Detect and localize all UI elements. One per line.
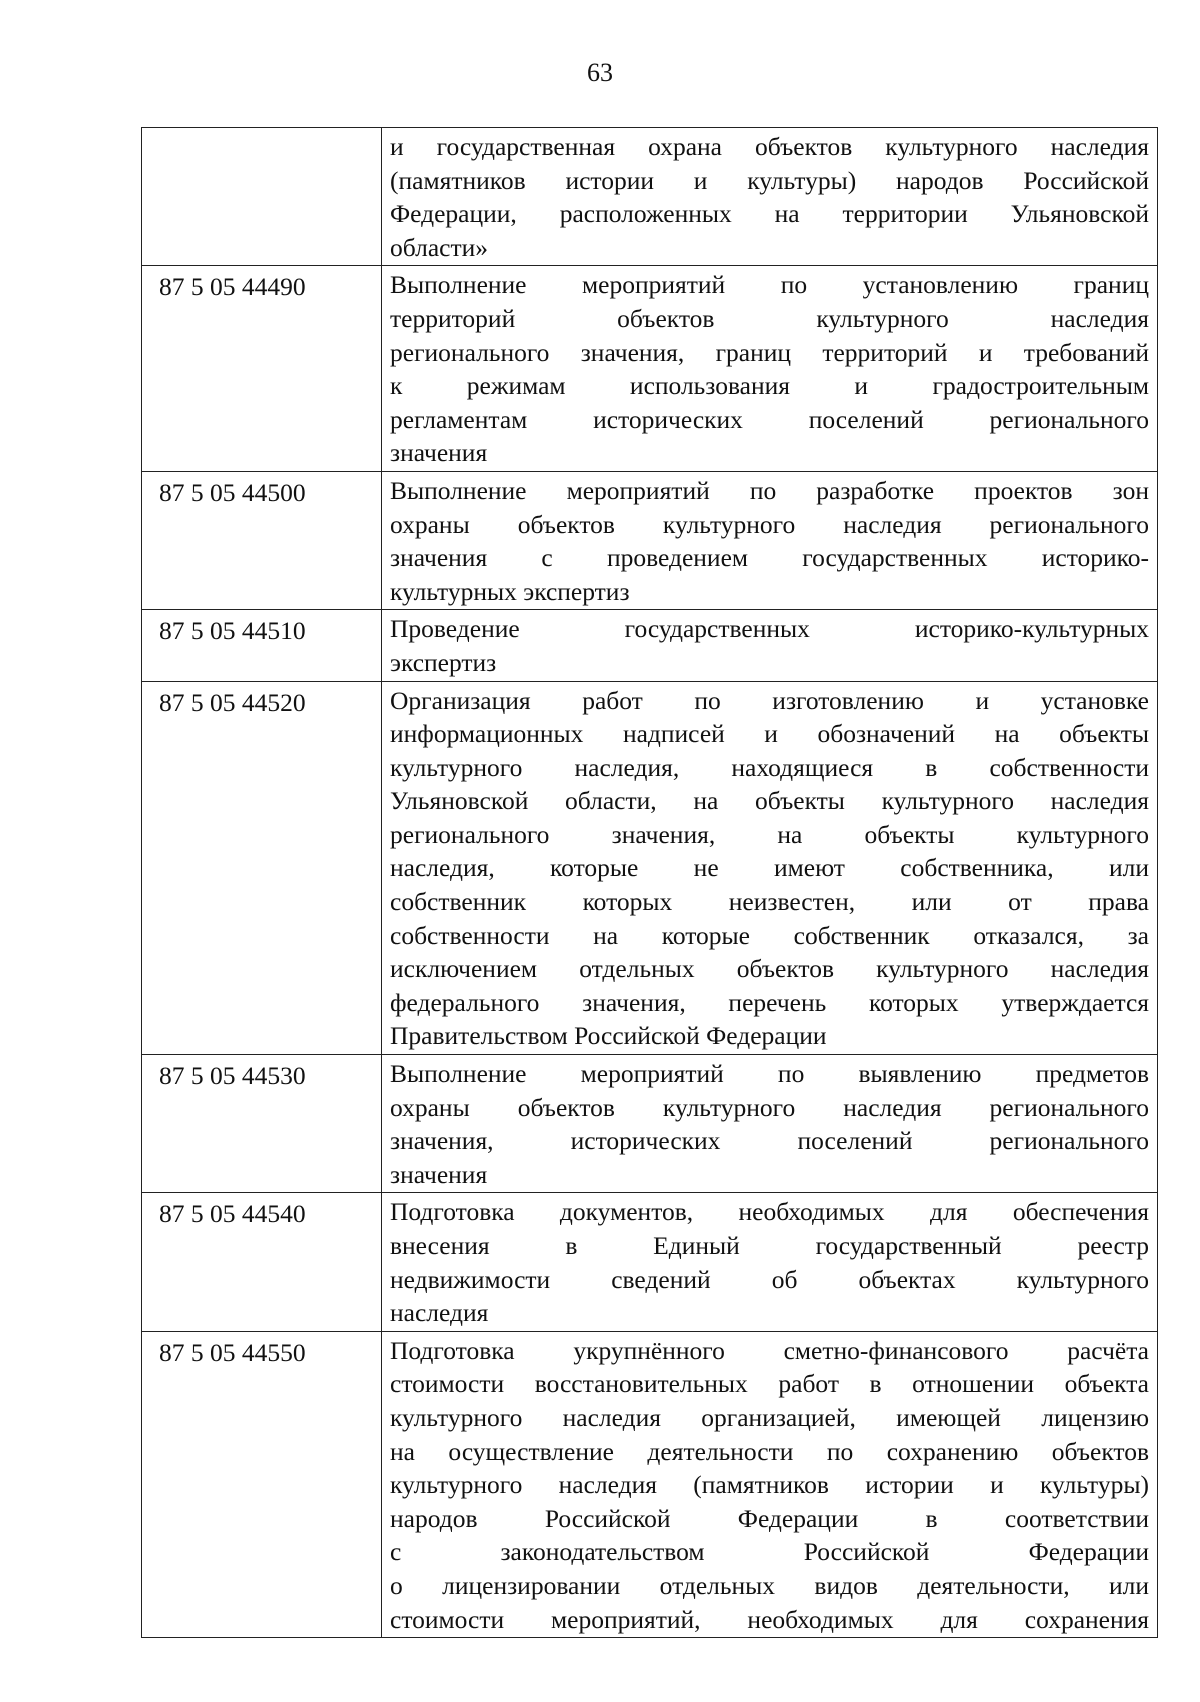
description-cell <box>382 471 1158 609</box>
table-row <box>142 1055 1158 1193</box>
description-cell <box>382 681 1158 1055</box>
description-line: Организация работ по изготовлению и установке <box>390 685 1149 715</box>
description-line: о лицензировании отдельных видов деятельности, или <box>390 1570 1149 1600</box>
code-cell: 87 5 05 44520 <box>142 681 382 1055</box>
description-cell <box>382 1331 1158 1637</box>
description-line: собственности на которые собственник отказался, за <box>390 920 1149 950</box>
table-body <box>142 128 1158 1638</box>
description-line: собственник которых неизвестен, или от права <box>390 887 1149 917</box>
table-row <box>142 1331 1158 1637</box>
code-cell: 87 5 05 44550 <box>142 1331 382 1637</box>
code-cell: 87 5 05 44500 <box>142 471 382 609</box>
description-line: Ульяновской области, на объекты культурного наследия <box>390 786 1149 816</box>
table-row <box>142 1193 1158 1331</box>
table-row <box>142 471 1158 609</box>
description-line: регионального значения, на объекты культурного <box>390 819 1149 849</box>
description-line: и государственная охрана объектов культурного наследия <box>390 132 1149 161</box>
budget-classification-table <box>141 127 1158 1638</box>
table-row <box>142 610 1158 681</box>
description-line: наследия, которые не имеют собственника, или <box>390 853 1149 883</box>
description-line: значения, исторических поселений регионального <box>390 1126 1149 1156</box>
description-line: области» <box>390 232 488 262</box>
page-number: 63 <box>587 58 613 87</box>
description-line: с законодательством Российской Федерации <box>390 1537 1149 1567</box>
description-line: недвижимости сведений об объектах культурного <box>390 1264 1149 1294</box>
description-cell <box>382 610 1158 681</box>
description-line: Правительством Российской Федерации <box>390 1021 827 1051</box>
description-line: исключением отдельных объектов культурного наследия <box>390 954 1149 984</box>
description-line: охраны объектов культурного наследия регионального <box>390 509 1149 539</box>
code-cell: 87 5 05 44510 <box>142 610 382 681</box>
description-line: Выполнение мероприятий по разработке проектов зон <box>390 475 1149 505</box>
description-line: культурных экспертиз <box>390 576 630 606</box>
code-cell: 87 5 05 44490 <box>142 266 382 472</box>
description-line: к режимам использования и градостроительным <box>390 371 1149 401</box>
code-cell: 87 5 05 44540 <box>142 1193 382 1331</box>
description-line: охраны объектов культурного наследия регионального <box>390 1092 1149 1122</box>
description-line: значения <box>390 1159 488 1189</box>
description-line: Выполнение мероприятий по установлению границ <box>390 270 1149 300</box>
description-line: внесения в Единый государственный реестр <box>390 1231 1149 1260</box>
description-line: культурного наследия (памятников истории и культуры) <box>390 1470 1149 1500</box>
table-row <box>142 128 1158 266</box>
description-line: стоимости восстановительных работ в отношении объекта <box>390 1369 1149 1399</box>
description-line: значения <box>390 438 488 468</box>
description-line: территорий объектов культурного наследия <box>390 303 1149 333</box>
code-cell: 87 5 05 44530 <box>142 1055 382 1193</box>
description-line: экспертиз <box>390 647 497 677</box>
description-cell <box>382 128 1158 266</box>
description-line: федерального значения, перечень которых утверждается <box>390 987 1149 1017</box>
description-cell <box>382 1193 1158 1331</box>
description-line: Выполнение мероприятий по выявлению предметов <box>390 1059 1149 1089</box>
description-line: Федерации, расположенных на территории Ульяновской <box>390 199 1149 229</box>
table-row <box>142 681 1158 1055</box>
description-line: стоимости мероприятий, необходимых для сохранения <box>390 1604 1149 1634</box>
description-line: Проведение государственных историко-культурных <box>390 614 1149 644</box>
description-cell <box>382 1055 1158 1193</box>
description-line: Подготовка документов, необходимых для обеспечения <box>390 1197 1149 1227</box>
description-line: наследия <box>390 1298 489 1328</box>
description-line: культурного наследия организацией, имеющей лицензию <box>390 1402 1149 1432</box>
description-line: значения с проведением государственных историко- <box>390 543 1149 573</box>
description-line: регионального значения, границ территорий и требований <box>390 337 1149 367</box>
description-line: регламентам исторических поселений регионального <box>390 404 1149 434</box>
description-line: народов Российской Федерации в соответствии <box>390 1503 1149 1533</box>
description-line: Подготовка укрупнённого сметно-финансового расчёта <box>390 1335 1149 1365</box>
description-cell <box>382 266 1158 472</box>
table-row <box>142 266 1158 472</box>
description-line: на осуществление деятельности по сохранению объектов <box>390 1436 1149 1466</box>
code-cell <box>142 128 382 266</box>
description-line: культурного наследия, находящиеся в собственности <box>390 752 1149 782</box>
description-line: информационных надписей и обозначений на объекты <box>390 719 1149 749</box>
description-line: (памятников истории и культуры) народов Российской <box>390 165 1149 195</box>
